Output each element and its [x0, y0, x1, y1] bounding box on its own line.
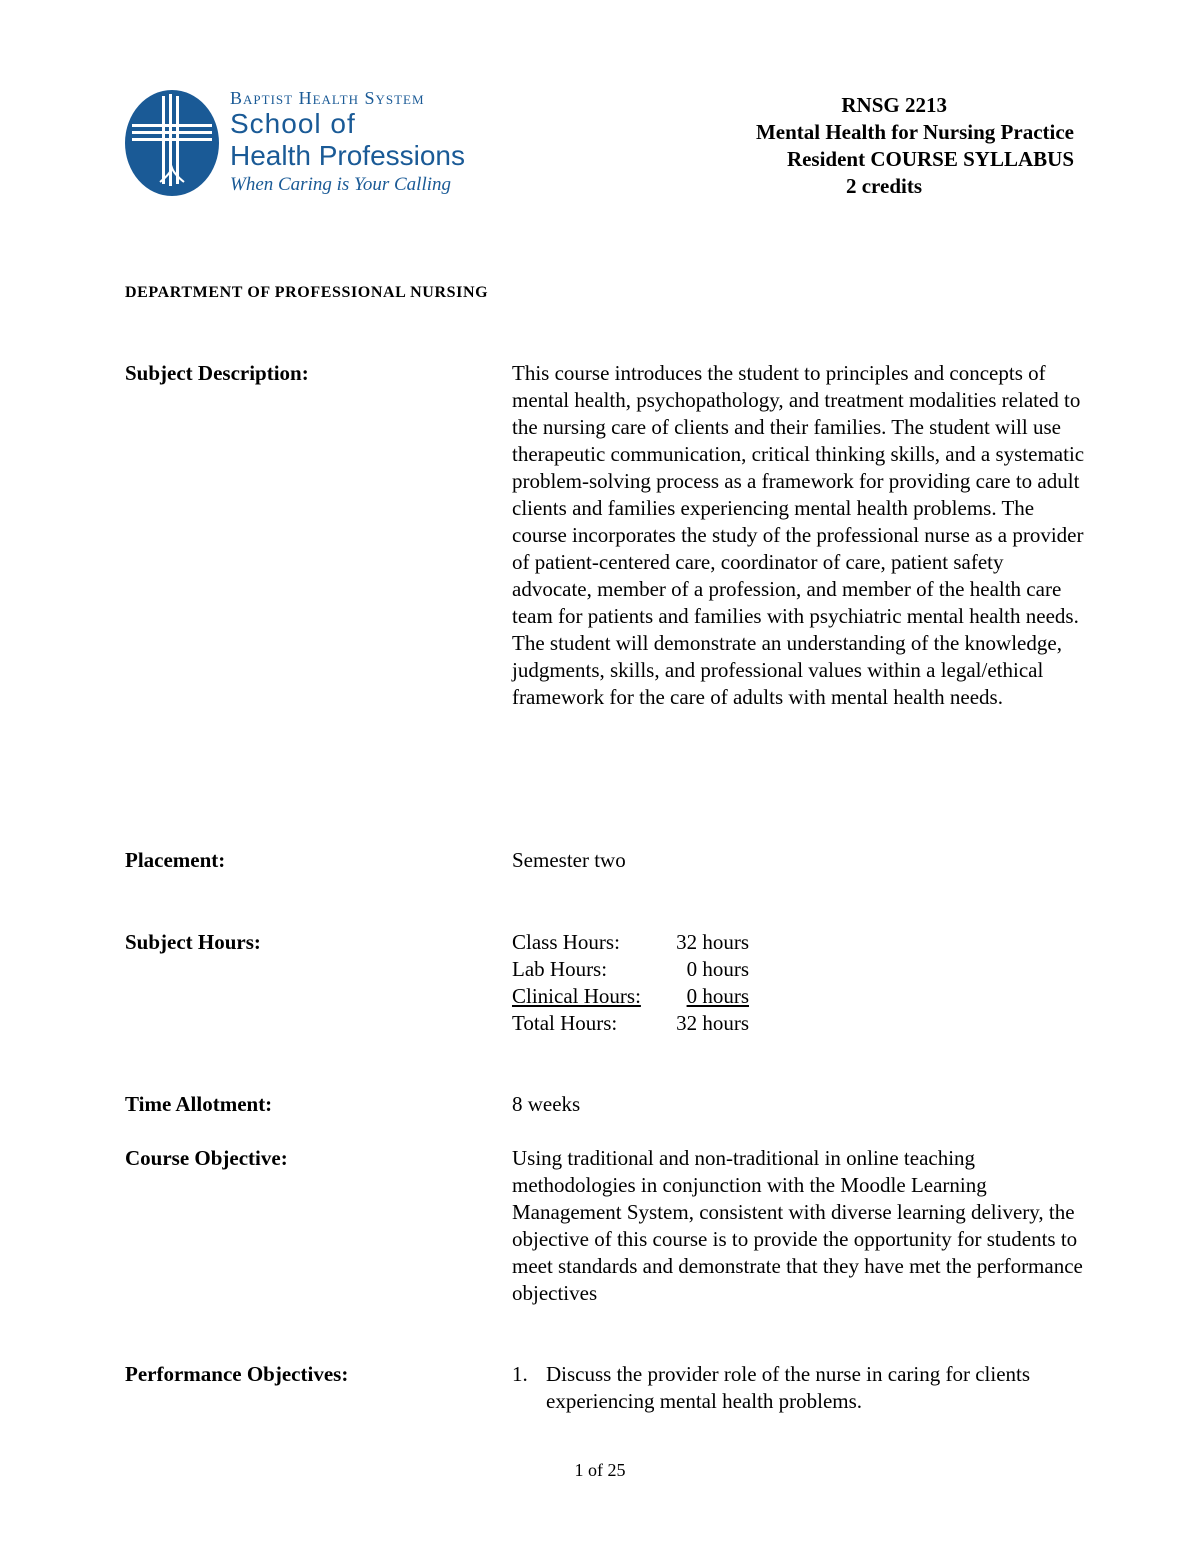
school-logo — [122, 84, 522, 202]
time-allotment-label: Time Allotment: — [125, 1092, 273, 1116]
list-item — [512, 1361, 1087, 1415]
course-credits: 2 credits — [845, 174, 922, 198]
hours-row-lab — [512, 956, 749, 983]
hours-value: 0 hours — [686, 957, 749, 981]
hours-label: Clinical Hours: — [512, 984, 641, 1008]
placement-label: Placement: — [125, 848, 226, 872]
subject-hours-values — [512, 929, 1087, 1037]
time-allotment-value: 8 weeks — [512, 1092, 581, 1116]
hours-label: Lab Hours: — [512, 957, 608, 981]
page-number: 1 of 25 — [574, 1460, 626, 1480]
list-item-number: 1. — [512, 1362, 528, 1386]
placement-value: Semester two — [512, 848, 626, 872]
course-objective-label: Course Objective: — [125, 1146, 288, 1170]
hours-label: Class Hours: — [512, 930, 620, 954]
hours-row-class — [512, 929, 749, 956]
subject-description-text: This course introduces the student to principles and concepts of mental health, psychopathology, and treatment modalities related to the nursing care of clients and their families. The student will use therapeutic communication, critical thinking skills, and a systematic problem-solving process as a framework for providing care to adult clients and families experiencing mental health problems. The course incorporates the study of the professional nurse as a provider of patient-centered care, coordinator of care, patient safety advocate, member of a profession, and member of the health care team for patients and families with psychiatric mental health needs. The student will demonstrate an understanding of the knowledge, judgments, skills, and professional values within a legal/ethical framework for the care of adults with mental health needs. — [512, 361, 1085, 709]
hours-value: 32 hours — [676, 930, 749, 954]
course-header — [756, 92, 1074, 200]
course-type: Resident COURSE SYLLABUS — [786, 147, 1074, 171]
subject-hours-label: Subject Hours: — [125, 930, 261, 954]
hours-table — [512, 929, 749, 1037]
logo-system-name: Baptist Health System — [230, 88, 425, 108]
logo-tagline: When Caring is Your Calling — [230, 174, 452, 195]
course-code: RNSG 2213 — [841, 93, 947, 117]
logo-school-line: School of — [230, 108, 356, 139]
hours-value: 0 hours — [686, 984, 749, 1008]
logo-professions-line: Health Professions — [230, 140, 466, 171]
department-heading: DEPARTMENT OF PROFESSIONAL NURSING — [125, 284, 489, 301]
cross-emblem-icon — [122, 84, 222, 202]
list-item-text: Discuss the provider role of the nurse in caring for clients experiencing mental health problems. — [546, 1362, 1031, 1413]
hours-label: Total Hours: — [512, 1011, 618, 1035]
course-title: Mental Health for Nursing Practice — [755, 120, 1074, 144]
hours-row-total — [512, 1010, 749, 1037]
subject-description-label: Subject Description: — [125, 361, 309, 385]
performance-objectives-list — [512, 1361, 1087, 1415]
performance-objectives-label: Performance Objectives: — [125, 1362, 349, 1386]
hours-row-clinical — [512, 983, 749, 1010]
hours-value: 32 hours — [676, 1011, 749, 1035]
performance-objectives-list-wrap — [512, 1361, 1087, 1415]
course-objective-text: Using traditional and non-traditional in online teaching methodologies in conjunction with the Moodle Learning Management System, consistent with diverse learning delivery, the objective of this course is to provide the opportunity for students to meet standards and demonstrate that they have met the performance objectives — [512, 1146, 1083, 1305]
